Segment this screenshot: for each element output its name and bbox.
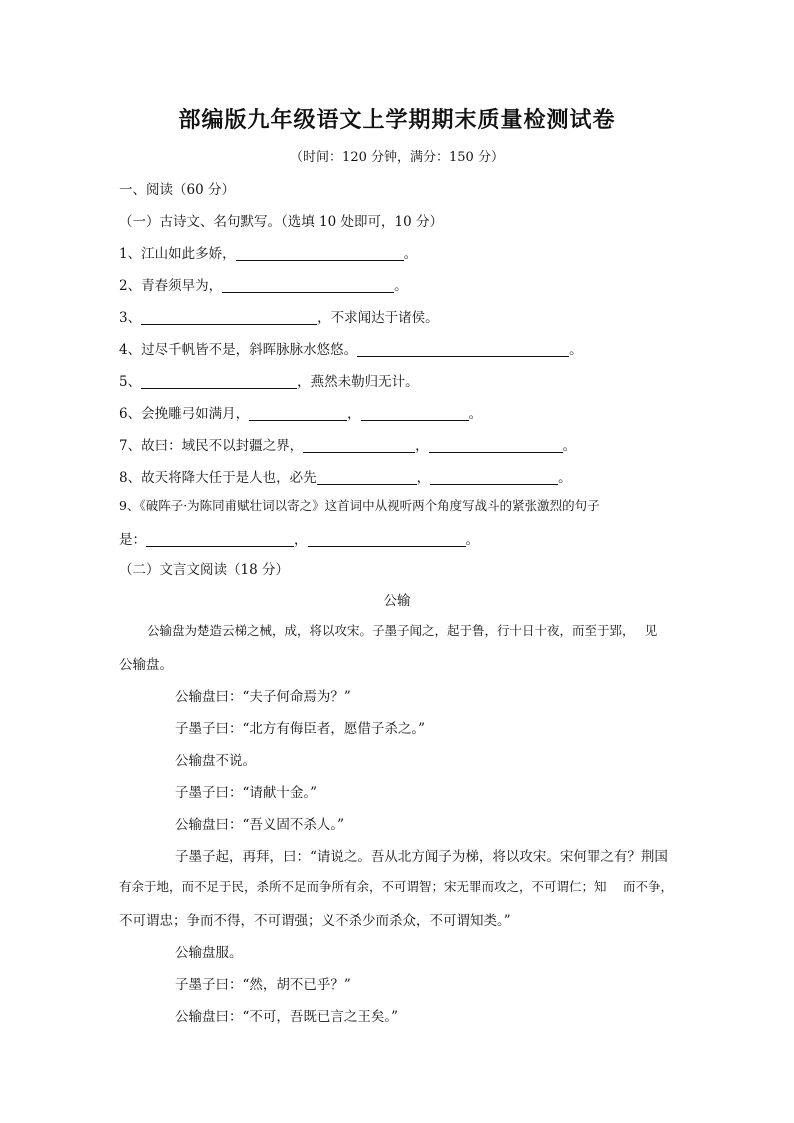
- dialogue-line: 公输盘曰：“夫子何命焉为？”: [175, 689, 351, 705]
- question-4: 4、过尽千帆皆不是，斜晖脉脉水悠悠。 。: [119, 342, 583, 358]
- answer-blank[interactable]: [357, 342, 569, 357]
- dialogue-line: 公输盘曰：“不可，吾既已言之王矣。”: [175, 1009, 399, 1025]
- question-5: 5、 ，燕然未勒归无计。: [119, 374, 419, 390]
- dialogue-line: 公输盘不说。: [175, 753, 256, 769]
- question-text: 1、江山如此多娇，: [119, 246, 236, 262]
- dialogue-line: 公输盘曰：“吾义固不杀人。”: [175, 817, 345, 833]
- passage-title: 公输: [383, 593, 411, 609]
- passage-paragraph: 公输盘为楚造云梯之械，成，将以攻宋。子墨子闻之，起于鲁，行十日十夜，而至于郢， 见: [147, 623, 658, 638]
- passage-paragraph-cont: 公输盘。: [119, 657, 173, 673]
- answer-blank[interactable]: [141, 374, 297, 389]
- question-6: 6、会挽雕弓如满月， ， 。: [119, 406, 483, 422]
- exam-info: （时间：120 分钟，满分：150 分）: [290, 150, 504, 165]
- question-text: 3、: [119, 310, 142, 326]
- part-heading: （一）古诗文、名句默写。（选填 10 处即可，10 分）: [119, 214, 443, 230]
- dialogue-line-cont: 不可谓忠；争而不得，不可谓强；义不杀少而杀众，不可谓知类。”: [119, 913, 511, 929]
- dialogue-line: 公输盘服。: [175, 945, 243, 961]
- question-7: 7、故曰：域民不以封疆之界， ， 。: [119, 438, 577, 454]
- question-9: 9、《破阵子·为陈同甫赋壮词以寄之》这首词中从视听两个角度写战斗的紧张激烈的句子: [119, 498, 600, 513]
- answer-blank[interactable]: [308, 532, 466, 547]
- question-1: 1、江山如此多娇， 。: [119, 246, 418, 262]
- answer-blank[interactable]: [317, 470, 417, 485]
- dialogue-line: 子墨子起，再拜，曰：“请说之。吾从北方闻子为梯，将以攻宋。宋何罪之有？荆国: [175, 849, 668, 865]
- dialogue-line: 子墨子曰：“请献十金。”: [175, 785, 318, 801]
- answer-blank[interactable]: [430, 470, 558, 485]
- question-text: 8、故天将降大任于是人也，必先: [119, 470, 317, 486]
- answer-blank[interactable]: [361, 406, 469, 421]
- dialogue-line: 子墨子曰：“然，胡不已乎？”: [175, 977, 351, 993]
- question-8: 8、故天将降大任于是人也，必先 ， 。: [119, 470, 572, 486]
- dialogue-line: 子墨子曰：“北方有侮臣者，愿借子杀之。”: [175, 721, 426, 737]
- answer-blank[interactable]: [303, 438, 415, 453]
- dialogue-line-cont: 有余于地，而不足于民，杀所不足而争所有余，不可谓智；宋无罪而攻之，不可谓仁；知 而不争，: [119, 879, 673, 894]
- part-heading: （二）文言文阅读（18 分）: [119, 562, 289, 578]
- question-9-answer-line: 是： ， 。: [119, 532, 479, 548]
- question-text: 4、过尽千帆皆不是，斜晖脉脉水悠悠。: [119, 342, 358, 358]
- section-heading: 一、阅读（60 分）: [119, 182, 235, 198]
- question-3: 3、 ，不求闻达于诸侯。: [119, 310, 439, 326]
- question-text: 6、会挽雕弓如满月，: [119, 406, 250, 422]
- answer-blank[interactable]: [429, 438, 563, 453]
- answer-blank[interactable]: [141, 310, 317, 325]
- answer-blank[interactable]: [236, 246, 404, 261]
- answer-blank[interactable]: [222, 278, 394, 293]
- question-text: 2、青春须早为，: [119, 278, 223, 294]
- answer-blank[interactable]: [146, 532, 294, 547]
- question-2: 2、青春须早为， 。: [119, 278, 408, 294]
- question-text: 7、故曰：域民不以封疆之界，: [119, 438, 304, 454]
- page-title: 部编版九年级语文上学期期末质量检测试卷: [178, 107, 616, 133]
- question-text: 5、: [119, 374, 142, 390]
- answer-blank[interactable]: [249, 406, 347, 421]
